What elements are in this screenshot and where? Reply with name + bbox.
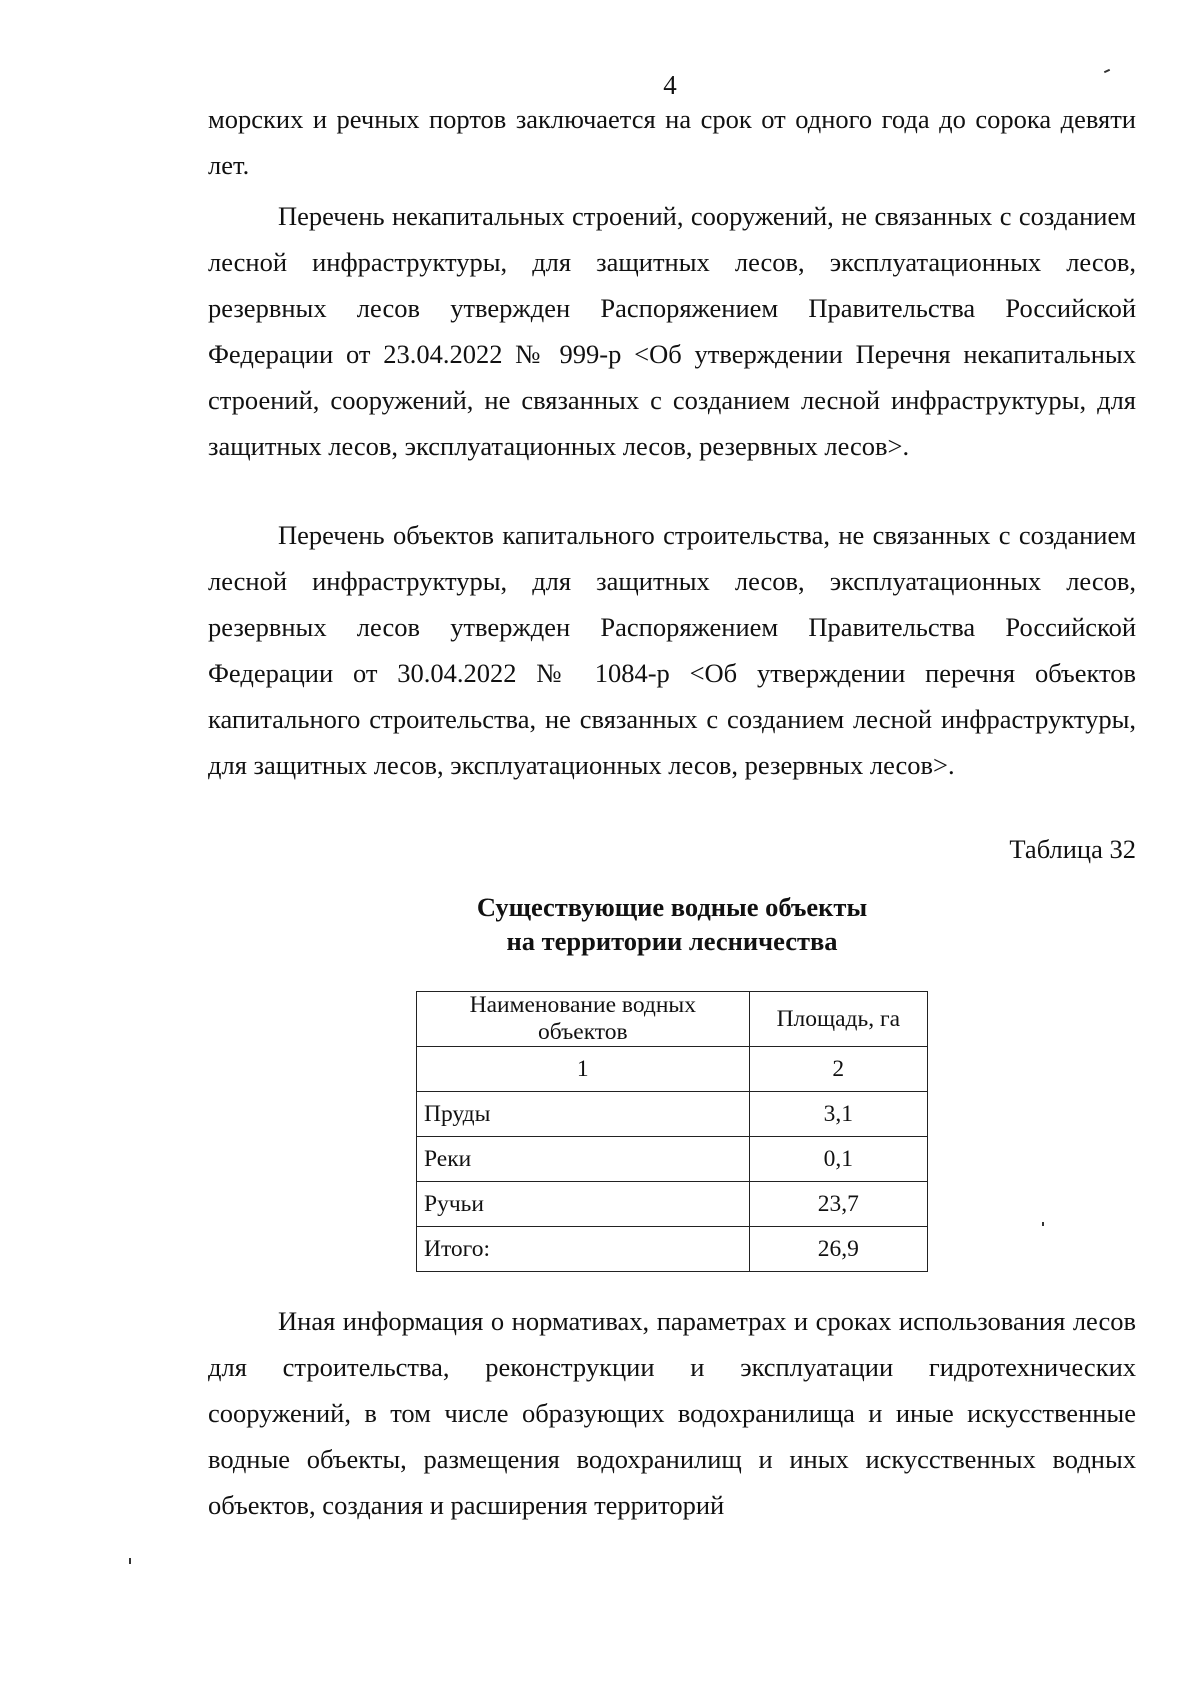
table-header-row — [417, 992, 928, 1047]
table-title-line-1: Существующие водные объекты — [476, 892, 868, 922]
total-label: Итого: — [417, 1227, 750, 1272]
table-title — [208, 890, 1136, 958]
column-number-1: 1 — [417, 1047, 750, 1092]
paragraph-noncapital-structures: Перечень некапитальных строений, сооружений, не связанных с созданием лесной инфраструктуры, для защитных лесов, эксплуатационных лесов, резервных лесов утвержден Распоряжением Правительства Российской Федерации от 23.04.2022 № 999-р <Об утверждении Перечня некапитальных строений, сооружений, не связанных с созданием лесной инфраструктуры, для защитных лесов, эксплуатационных лесов, резервных лесов>. — [208, 201, 1136, 461]
header-name: Наименование водных объектов — [417, 992, 750, 1047]
row-area: 0,1 — [749, 1137, 927, 1182]
scan-speck — [1042, 1222, 1044, 1226]
row-area: 3,1 — [749, 1092, 927, 1137]
table-row — [417, 1137, 928, 1182]
paragraph-ports-term: морских и речных портов заключается на срок от одного года до сорока девяти лет. — [208, 104, 1136, 180]
table-label: Таблица 32 — [1009, 834, 1136, 864]
column-number-row — [417, 1047, 928, 1092]
water-objects-table — [416, 991, 928, 1272]
table-row — [417, 1092, 928, 1137]
row-name: Пруды — [417, 1092, 750, 1137]
column-number-2: 2 — [749, 1047, 927, 1092]
table-total-row — [417, 1227, 928, 1272]
total-area: 26,9 — [749, 1227, 927, 1272]
row-name: Ручьи — [417, 1182, 750, 1227]
row-name: Реки — [417, 1137, 750, 1182]
paragraph-capital-construction: Перечень объектов капитального строительства, не связанных с созданием лесной инфраструктуры, для защитных лесов, эксплуатационных лесов, резервных лесов утвержден Распоряжением Правительства Российской Федерации от 30.04.2022 № 1084-р <Об утверждении перечня объектов капитального строительства, не связанных с созданием лесной инфраструктуры, для защитных лесов, эксплуатационных лесов, резервных лесов>. — [208, 520, 1136, 780]
header-area: Площадь, га — [749, 992, 927, 1047]
table-row — [417, 1182, 928, 1227]
paragraph-hydrotechnical: Иная информация о нормативах, параметрах и сроках использования лесов для строительства, реконструкции и эксплуатации гидротехнических сооружений, в том числе образующих водохранилища и иные искусственные водные объекты, размещения водохранилищ и иных искусственных водных объектов, создания и расширения территорий — [208, 1306, 1136, 1520]
page-number: 4 — [663, 70, 677, 100]
table-title-line-2: на территории лесничества — [506, 926, 838, 956]
row-area: 23,7 — [749, 1182, 927, 1227]
scan-speck — [129, 1558, 131, 1564]
